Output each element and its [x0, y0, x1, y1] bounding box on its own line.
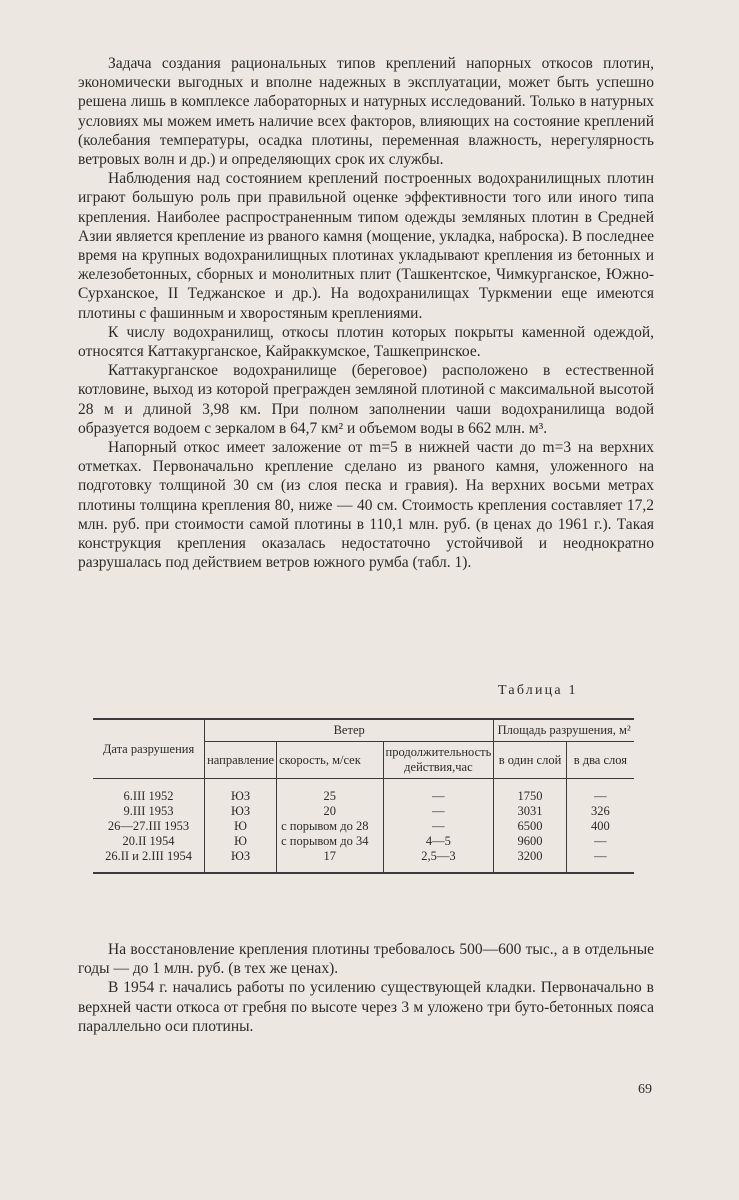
- table-row: [93, 819, 634, 834]
- header-duration: продолжительность действия,час: [383, 742, 494, 779]
- cell-one-layer: 3031: [494, 804, 566, 819]
- paragraph: На восстановление крепления плотины требовалось 500—600 тыс., а в отдельные годы — до 1 млн. руб. (в тех же ценах).: [78, 941, 654, 978]
- cell-speed: 25: [277, 779, 383, 805]
- cell-date: 20.II 1954: [122, 834, 175, 848]
- header-speed: скорость, м/сек: [277, 742, 383, 779]
- header-two-layers: в два слоя: [566, 742, 634, 779]
- cell-duration: —: [383, 779, 494, 805]
- cell-two-layers: 400: [566, 819, 634, 834]
- header-area: Площадь разрушения, м²: [494, 719, 634, 742]
- header-wind: Ветер: [205, 719, 494, 742]
- table-row: [93, 779, 634, 805]
- cell-one-layer: 9600: [494, 834, 566, 849]
- header-date: Дата разрушения: [93, 719, 205, 779]
- cell-one-layer: 3200: [494, 849, 566, 873]
- cell-date: 9.III 1953: [123, 804, 174, 818]
- paragraph: Напорный откос имеет заложение от m=5 в нижней части до m=3 на верхних отметках. Первоначально крепление сделано из рваного камня, уложенного на подготовку толщиной 30 см (из слоя песка и гравия). На верхних восьми метрах плотины толщина крепления 80, ниже — 40 см. Стоимость крепления составляет 17,2 млн. руб. при стоимости самой плотины в 110,1 млн. руб. (в ценах до 1961 г.). Такая конструкция крепления оказалась недостаточно устойчивой и неоднократно разрушалась под действием ветров южного румба (табл. 1).: [78, 439, 654, 572]
- cell-speed: 20: [277, 804, 383, 819]
- paragraph: Каттакурганское водохранилище (береговое) расположено в естественной котловине, выход из которой прегражден земляной плотиной с максимальной высотой 28 м и длиной 3,98 км. При полном заполнении чаши водохранилища водой образуется водоем с зеркалом в 64,7 км² и объемом воды в 662 млн. м³.: [78, 362, 654, 437]
- body-text-top: [78, 54, 654, 572]
- paragraph: В 1954 г. начались работы по усилению существующей кладки. Первоначально в верхней части откоса от гребня по высоте через 3 м уложено три буто-бетонных пояса параллельно оси плотины.: [78, 979, 654, 1035]
- cell-duration: 2,5—3: [383, 849, 494, 873]
- cell-two-layers: —: [566, 834, 634, 849]
- paragraph: Задача создания рациональных типов креплений напорных откосов плотин, экономически выгодных и вполне надежных в эксплуатации, может быть успешно решена лишь в комплексе лабораторных и натурных исследований. Только в натурных условиях мы можем иметь наличие всех факторов, влияющих на состояние креплений (колебания температуры, осадка плотины, переменная влажность, нерегулярность ветровых волн и др.) и определяющих срок их службы.: [78, 55, 654, 169]
- cell-speed: с порывом до 28: [277, 819, 383, 834]
- header-direction: направление: [205, 742, 277, 779]
- cell-direction: ЮЗ: [205, 779, 277, 805]
- table-row: [93, 834, 634, 849]
- cell-two-layers: 326: [566, 804, 634, 819]
- cell-two-layers: —: [566, 849, 634, 873]
- cell-direction: Ю: [205, 819, 277, 834]
- cell-two-layers: —: [566, 779, 634, 805]
- table-caption: Таблица 1: [498, 683, 578, 698]
- cell-duration: 4—5: [383, 834, 494, 849]
- paragraph: Наблюдения над состоянием креплений построенных водохранилищных плотин играют большую роль при правильной оценке эффективности того или иного типа крепления. Наиболее распространенным типом одежды земляных плотин в Средней Азии является крепление из рваного камня (мощение, укладка, наброска). В последнее время на крупных водохранилищных плотинах укладывают крепления из бетонных и железобетонных, сборных и монолитных плит (Ташкентское, Чимкурганское, Южно-Сурханское, II Теджанское и др.). На водохранилищах Туркмении еще имеются плотины с фашинным и хворостяным креплениями.: [78, 170, 654, 322]
- cell-duration: —: [383, 804, 494, 819]
- cell-date: 6.III 1952: [123, 789, 174, 803]
- damage-table: [93, 718, 634, 874]
- table-row: [93, 849, 634, 873]
- cell-date: 26—27.III 1953: [107, 819, 190, 833]
- cell-direction: ЮЗ: [205, 804, 277, 819]
- page-number: 69: [638, 1082, 652, 1097]
- cell-duration: —: [383, 819, 494, 834]
- cell-direction: ЮЗ: [205, 849, 277, 873]
- cell-date: 26.II и 2.III 1954: [93, 849, 205, 873]
- cell-one-layer: 1750: [494, 779, 566, 805]
- paragraph: К числу водохранилищ, откосы плотин которых покрыты каменной одеждой, относятся Каттакурганское, Кайраккумское, Ташкепринское.: [78, 323, 654, 361]
- body-text-bottom: [78, 940, 654, 1036]
- header-one-layer: в один слой: [494, 742, 566, 779]
- cell-direction: Ю: [205, 834, 277, 849]
- table-row: [93, 804, 634, 819]
- cell-one-layer: 6500: [494, 819, 566, 834]
- cell-speed: с порывом до 34: [277, 834, 383, 849]
- cell-speed: 17: [277, 849, 383, 873]
